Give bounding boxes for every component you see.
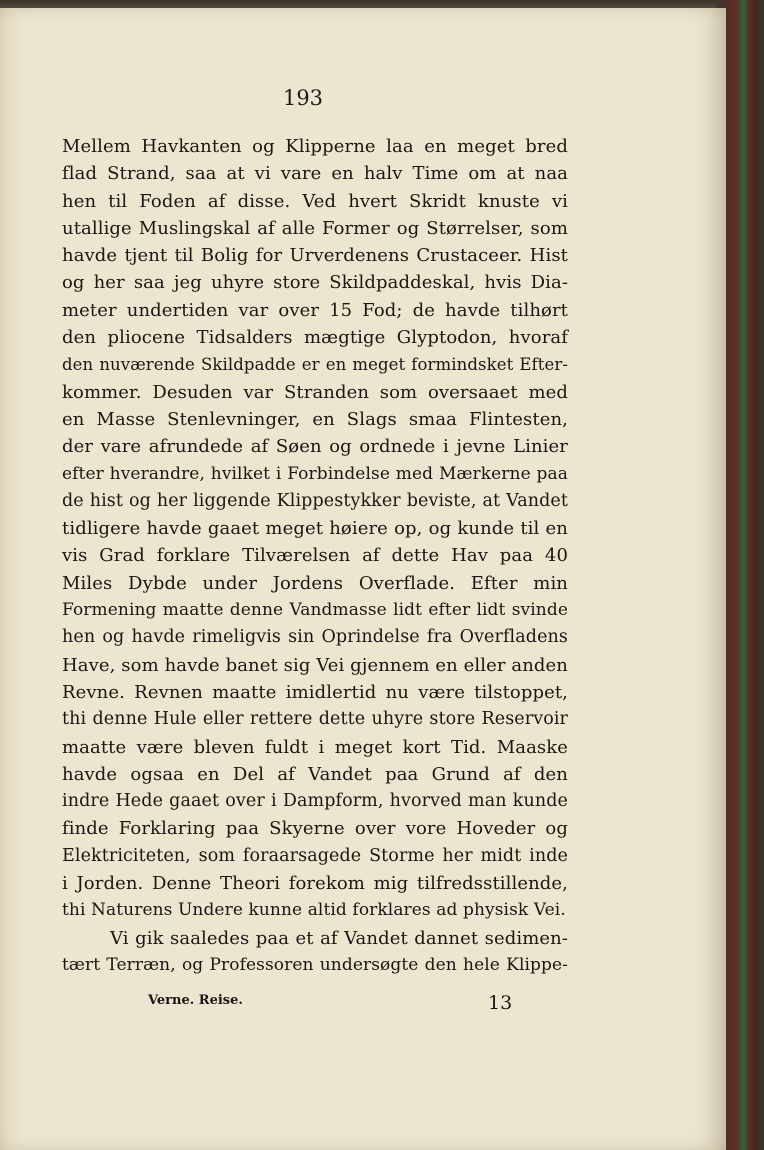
text-line: thi Naturens Undere kunne altid forklares ad physisk Vei. xyxy=(62,900,566,921)
text-line: maatte være bleven fuldt i meget kort Tid. Maaske xyxy=(62,736,568,758)
text-block xyxy=(62,133,568,979)
text-line: den pliocene Tidsalders mægtige Glyptodon, hvoraf xyxy=(62,327,568,349)
text-line: og her saa jeg uhyre store Skildpaddeskal, hvis Dia- xyxy=(62,272,568,294)
text-line: Have, som havde banet sig Vei gjennem en eller anden xyxy=(62,654,568,676)
text-line: Elektriciteten, som foraarsagede Storme her midt inde xyxy=(62,845,568,866)
text-line: utallige Muslingskal af alle Former og Størrelser, som xyxy=(62,217,568,239)
text-line: havde tjent til Bolig for Urverdenens Crustaceer. Hist xyxy=(62,245,568,267)
text-line: Formening maatte denne Vandmasse lidt efter lidt svinde xyxy=(62,600,568,621)
page-number: 193 xyxy=(282,86,324,110)
text-line: en Masse Stenlevninger, en Slags smaa Flintesten, xyxy=(62,408,568,430)
text-line: flad Strand, saa at vi vare en halv Time om at naa xyxy=(62,163,568,185)
text-line: tidligere havde gaaet meget høiere op, og kunde til en xyxy=(62,518,568,540)
text-line: vis Grad forklare Tilværelsen af dette Hav paa 40 xyxy=(62,545,568,567)
text-line: meter undertiden var over 15 Fod; de havde tilhørt xyxy=(62,299,568,321)
text-line: hen til Foden af disse. Ved hvert Skridt knuste vi xyxy=(62,190,568,212)
book-page xyxy=(0,8,726,1150)
text-line: efter hverandre, hvilket i Forbindelse med Mærkerne paa xyxy=(62,463,568,484)
text-line: tært Terræn, og Professoren undersøgte den hele Klippe- xyxy=(62,954,568,975)
text-line: thi denne Hule eller rettere dette uhyre store Reservoir xyxy=(62,709,568,730)
text-line: den nuværende Skildpadde er en meget formindsket Efter- xyxy=(62,355,568,375)
book-binding-strip xyxy=(738,0,748,1150)
text-line: finde Forklaring paa Skyerne over vore Hoveder og xyxy=(62,818,568,840)
text-line: indre Hede gaaet over i Dampform, hvorved man kunde xyxy=(62,791,568,812)
text-line: kommer. Desuden var Stranden som oversaaet med xyxy=(62,381,568,403)
text-line: hen og havde rimeligvis sin Oprindelse fra Overfladens xyxy=(62,627,568,648)
text-line: i Jorden. Denne Theori forekom mig tilfredsstillende, xyxy=(62,873,568,895)
footer-sheet-number: 13 xyxy=(488,992,513,1014)
text-line: Vi gik saaledes paa et af Vandet dannet sedimen- xyxy=(110,927,568,949)
footer-signature: Verne. Reise. xyxy=(148,993,243,1008)
text-line: Revne. Revnen maatte imidlertid nu være tilstoppet, xyxy=(62,681,568,703)
text-line: der vare afrundede af Søen og ordnede i jevne Linier xyxy=(62,436,568,458)
text-line: de hist og her liggende Klippestykker beviste, at Vandet xyxy=(62,490,568,511)
text-line: havde ogsaa en Del af Vandet paa Grund af den xyxy=(62,763,568,785)
text-line: Miles Dybde under Jordens Overflade. Efter min xyxy=(62,572,568,594)
text-line: Mellem Havkanten og Klipperne laa en meget bred xyxy=(62,136,568,157)
